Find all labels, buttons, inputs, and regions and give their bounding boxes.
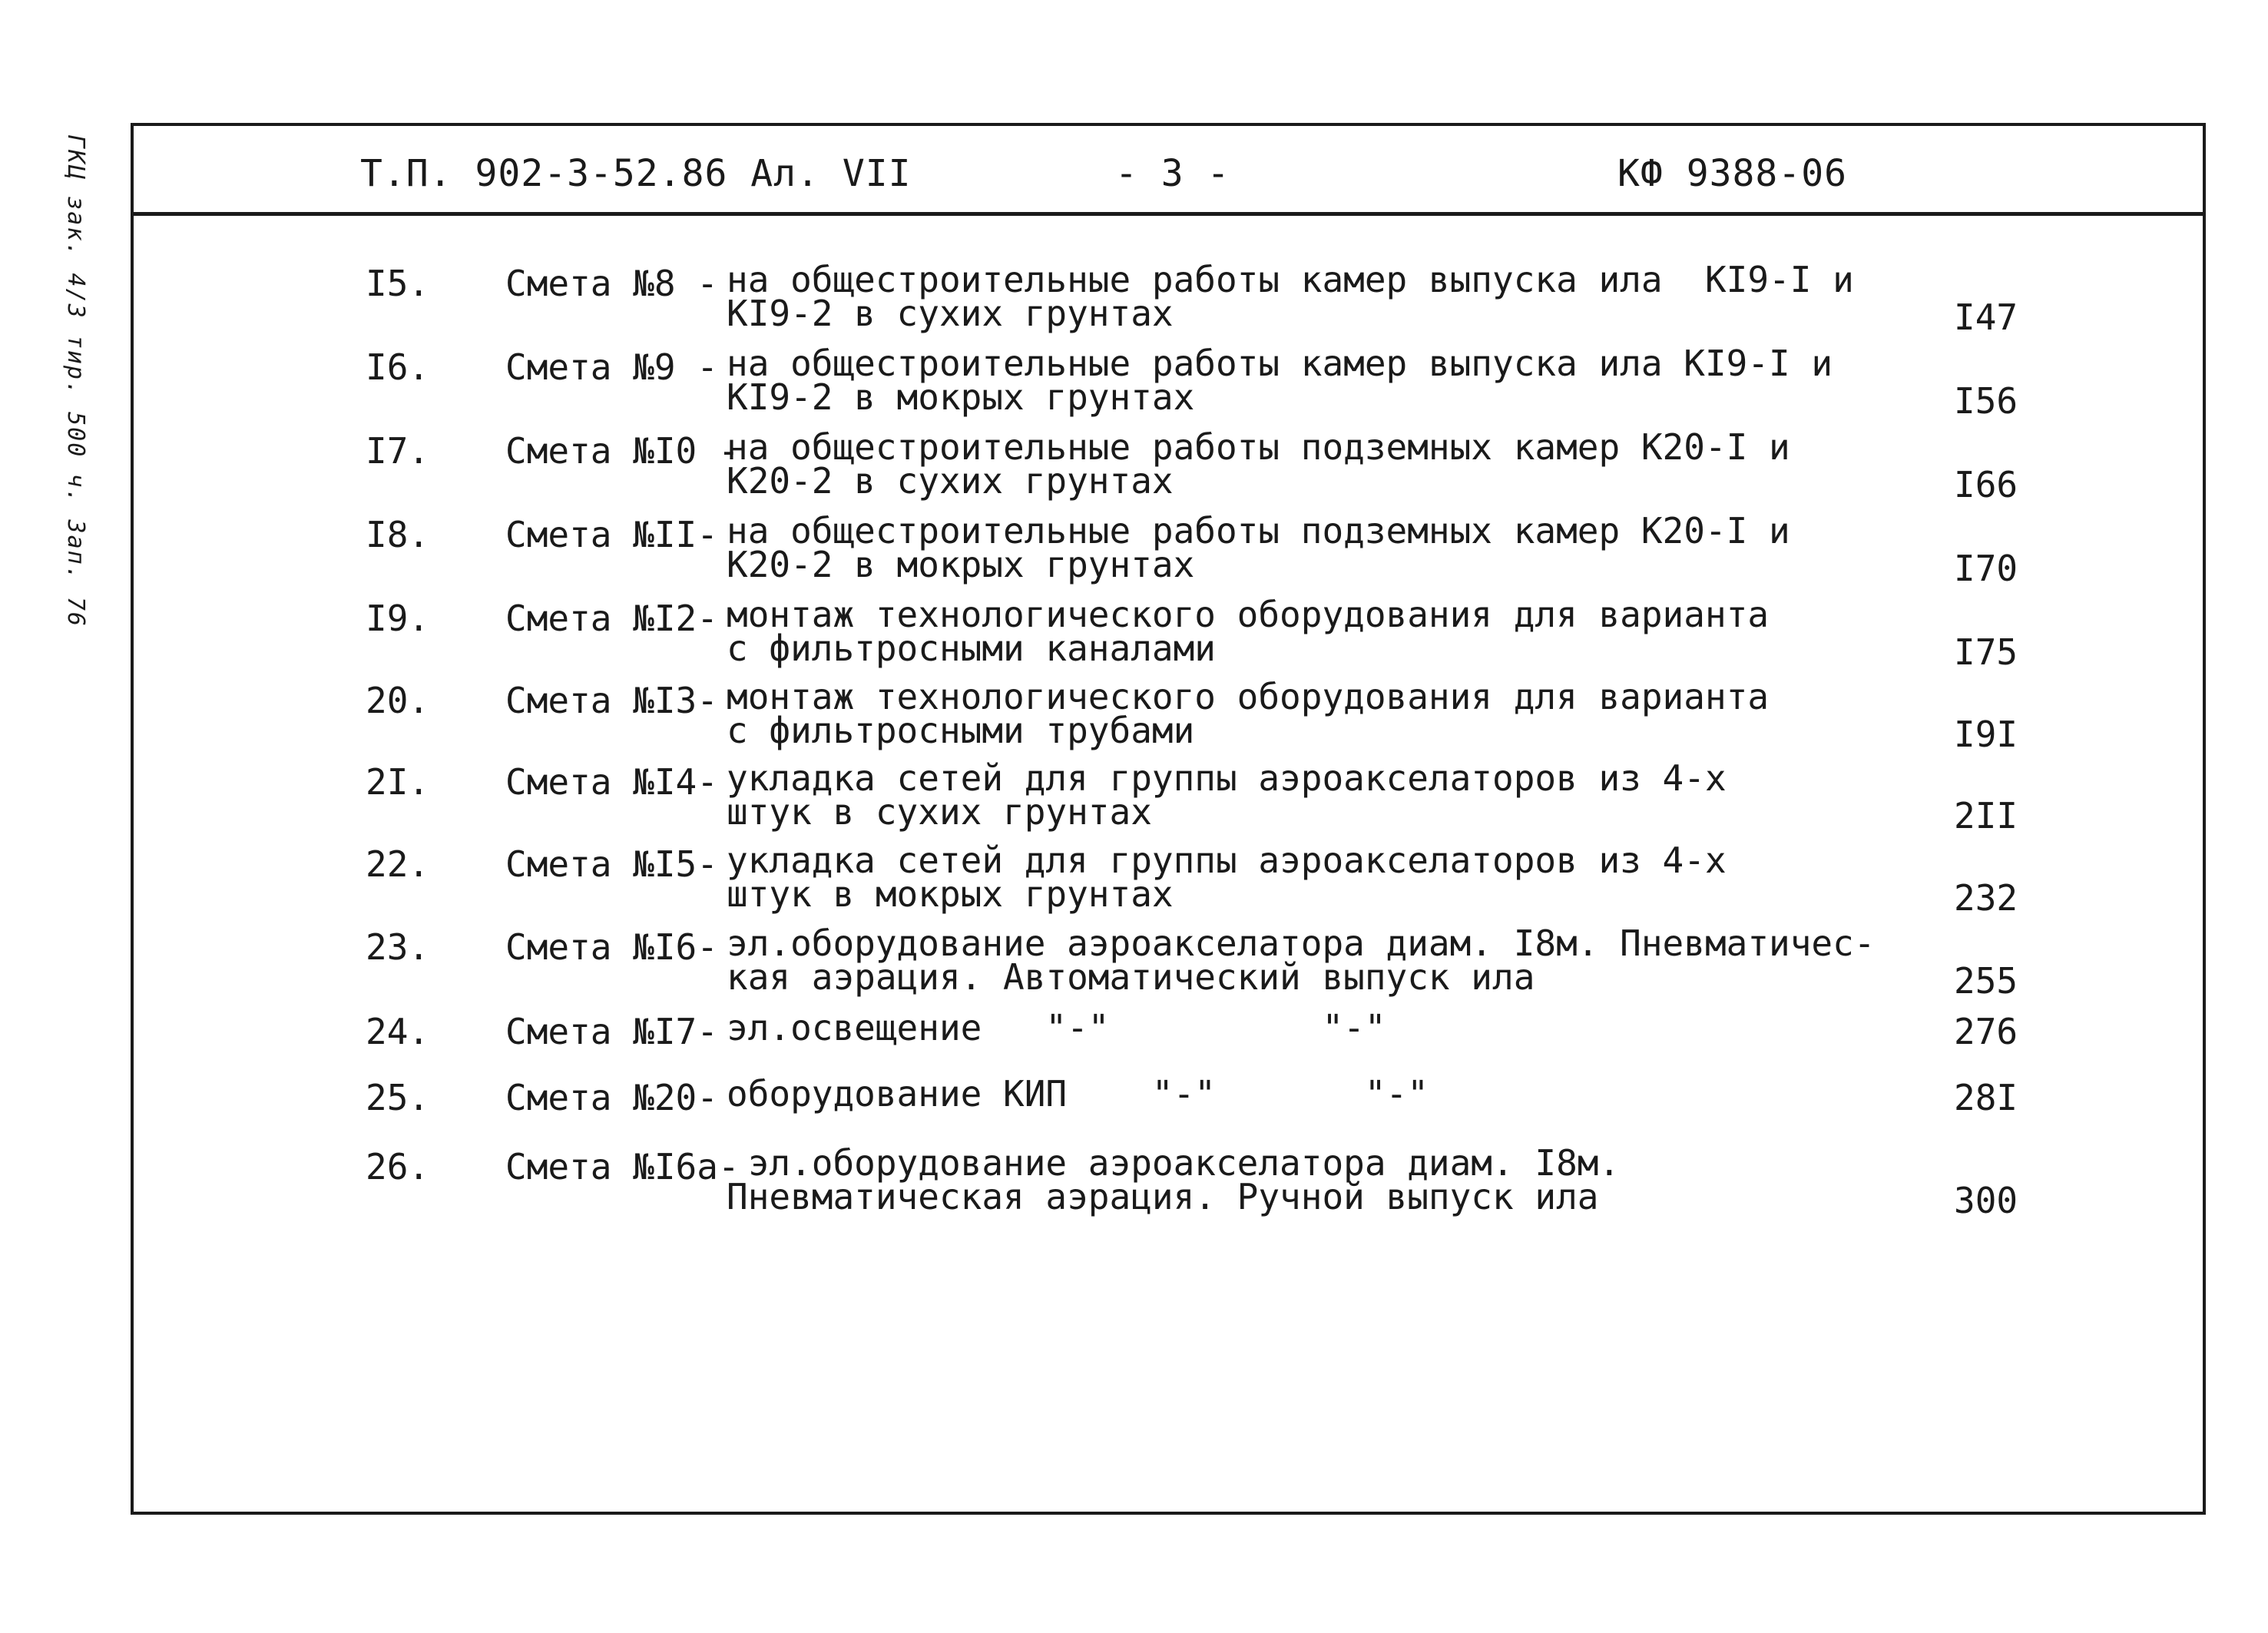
- estimate-ref: Смета №I4-: [505, 761, 718, 803]
- estimate-ref: Смета №I5-: [505, 843, 718, 885]
- estimate-ref: Смета №I6а-: [505, 1146, 740, 1187]
- side-archive-stamp: [62, 134, 104, 628]
- item-page: 276: [1954, 1011, 2018, 1052]
- item-description: эл.оборудование аэроакселатора диам. I8м. Пневматическая аэрация. Ручной выпуск ила: [727, 1142, 1621, 1217]
- item-number: I5.: [366, 263, 430, 304]
- item-number: I8.: [366, 514, 430, 555]
- estimate-ref: Смета №I2-: [505, 598, 718, 639]
- item-number: 24.: [366, 1011, 430, 1052]
- side-stamp-text: ГКЦ зак. 4/3 тир. 500 ч. 3ап. 76: [62, 134, 89, 628]
- document-code: КФ 9388-06: [1617, 152, 1847, 195]
- item-description: оборудование КИП "-" "-": [727, 1073, 1429, 1115]
- item-page: I56: [1954, 380, 2018, 422]
- item-page: 28I: [1954, 1077, 2018, 1118]
- item-number: 23.: [366, 926, 430, 968]
- estimate-ref: Смета №8 -: [505, 263, 718, 304]
- estimate-ref: Смета №9 -: [505, 346, 718, 388]
- estimate-ref: Смета №I7-: [505, 1011, 718, 1052]
- estimate-ref: Смета №I3-: [505, 680, 718, 721]
- item-page: 300: [1954, 1180, 2018, 1221]
- estimate-ref: Смета №20-: [505, 1077, 718, 1118]
- estimate-ref: Смета №I0 -: [505, 430, 740, 472]
- item-number: 22.: [366, 843, 430, 885]
- item-number: 20.: [366, 680, 430, 721]
- title-block: [134, 126, 2203, 216]
- item-number: 25.: [366, 1077, 430, 1118]
- item-page: I9I: [1954, 714, 2018, 755]
- item-number: I9.: [366, 598, 430, 639]
- item-number: I6.: [366, 346, 430, 388]
- item-description: на общестроительные работы камер выпуска ила KI9-I и KI9-2 в мокрых грунтах: [727, 343, 1833, 418]
- item-page: I66: [1954, 464, 2018, 505]
- item-description: эл.освещение "-" "-": [727, 1007, 1386, 1048]
- item-description: на общестроительные работы подземных камер К20-I и К20-2 в сухих грунтах: [727, 426, 1790, 502]
- item-page: I47: [1954, 296, 2018, 338]
- item-number: 26.: [366, 1146, 430, 1187]
- item-number: I7.: [366, 430, 430, 472]
- item-page: I75: [1954, 631, 2018, 673]
- item-page: 232: [1954, 877, 2018, 919]
- item-description: монтаж технологического оборудования для варианта с фильтросными трубами: [727, 676, 1770, 751]
- item-description: укладка сетей для группы аэроакселаторов из 4-х штук в сухих грунтах: [727, 757, 1727, 833]
- item-page: 2II: [1954, 795, 2018, 836]
- document-frame: [131, 123, 2206, 1515]
- item-description: на общестроительные работы камер выпуска ила KI9-I и KI9-2 в сухих грунтах: [727, 259, 1854, 334]
- item-number: 2I.: [366, 761, 430, 803]
- item-description: монтаж технологического оборудования для варианта с фильтросными каналами: [727, 594, 1770, 669]
- estimate-ref: Смета №I6-: [505, 926, 718, 968]
- project-designation: Т.П. 902-3-52.86 Ал. VII: [360, 152, 912, 195]
- item-page: I70: [1954, 548, 2018, 589]
- item-description: на общестроительные работы подземных камер К20-I и К20-2 в мокрых грунтах: [727, 510, 1790, 585]
- item-page: 255: [1954, 960, 2018, 1002]
- item-description: эл.оборудование аэроакселатора диам. I8м. Пневматичес- кая аэрация. Автоматический выпуск ила: [727, 922, 1876, 998]
- item-description: укладка сетей для группы аэроакселаторов из 4-х штук в мокрых грунтах: [727, 840, 1727, 915]
- estimate-ref: Смета №II-: [505, 514, 718, 555]
- page-number: - 3 -: [1115, 152, 1230, 195]
